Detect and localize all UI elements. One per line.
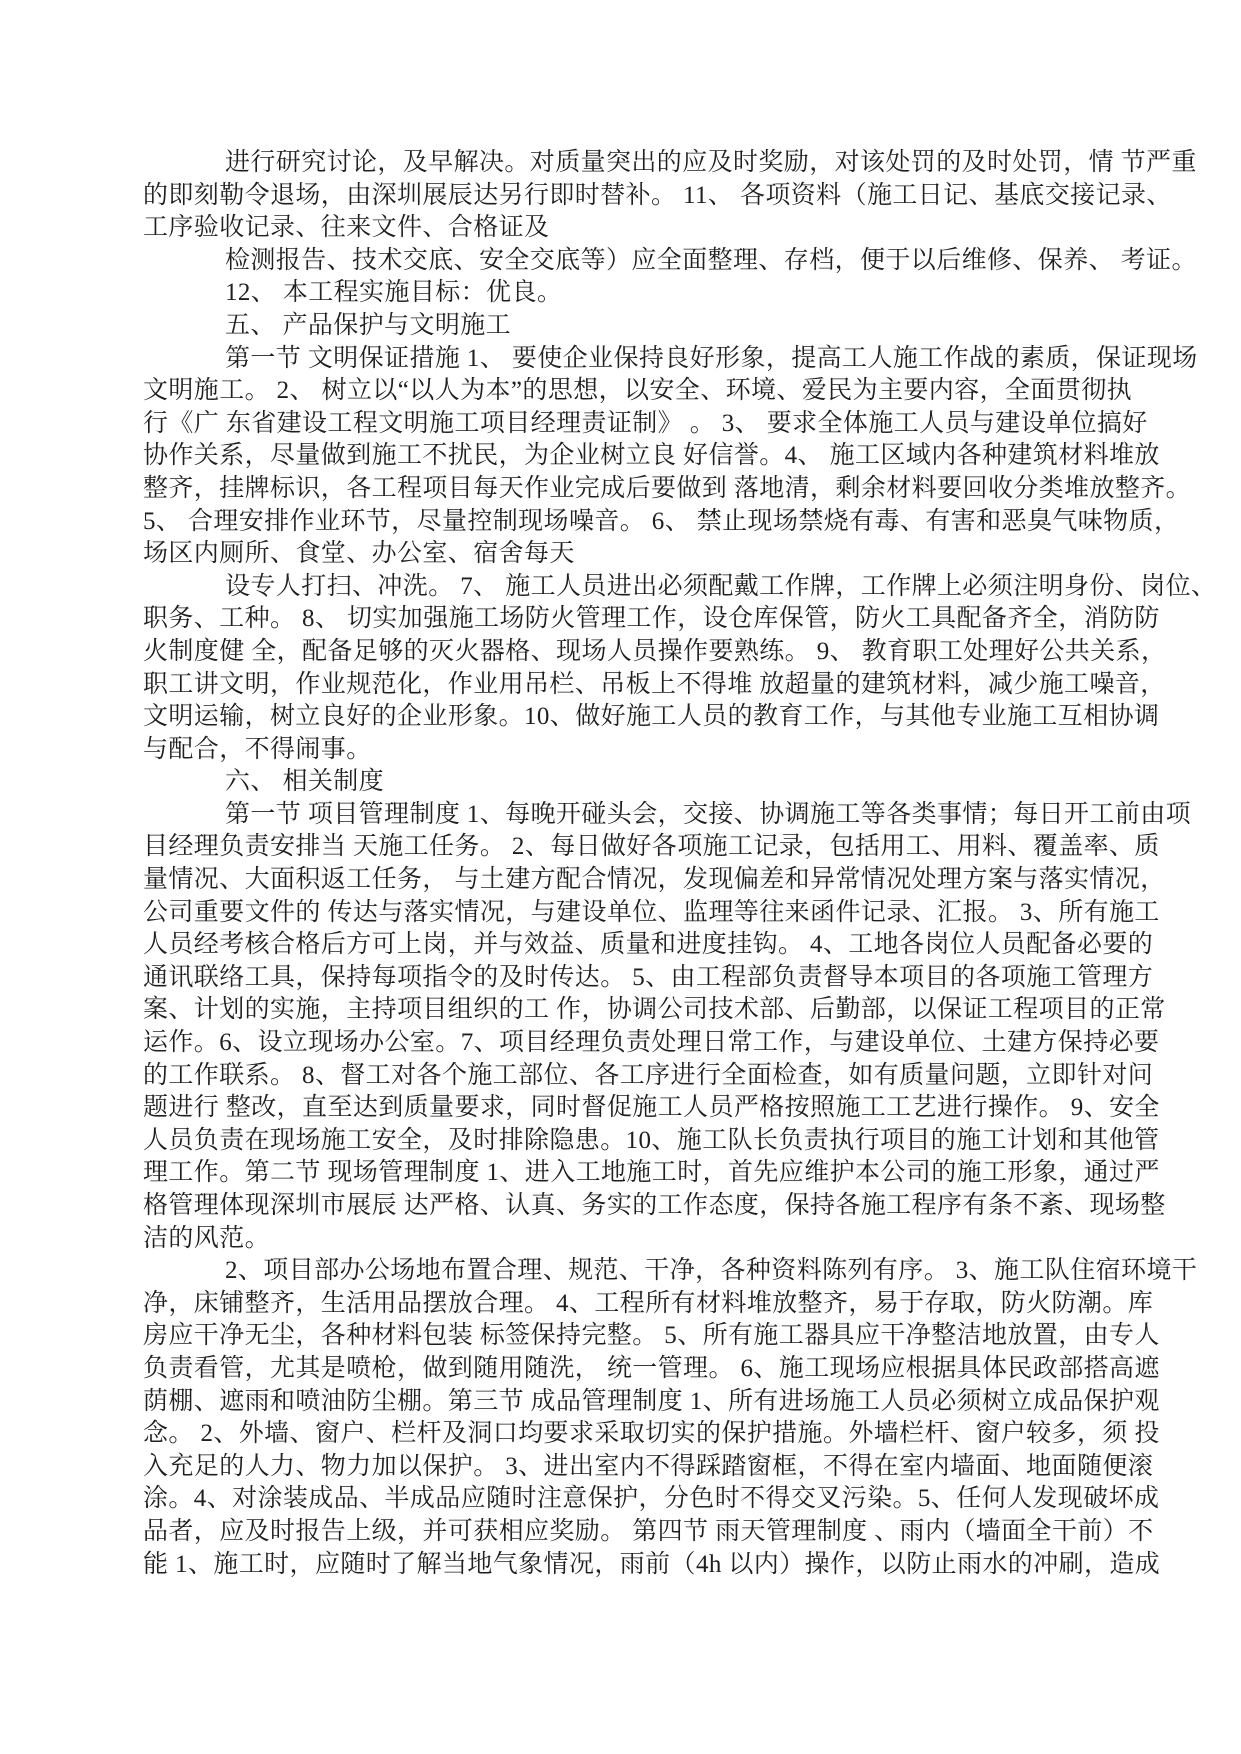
text-line: 设专人打扫、冲洗。 7、 施工人员进出必须配戴工作牌，工作牌上必须注明身份、岗位、: [225, 572, 1217, 600]
text-line: 运作。6、设立现场办公室。7、项目经理负责处理日常工作，与建设单位、土建方保持必要: [143, 1029, 1160, 1057]
text-line: 房应干净无尘，各种材料包装 标签保持完整。 5、所有施工器具应干净整洁地放置，由专人: [143, 1322, 1160, 1350]
text-line: 5、 合理安排作业环节，尽量控制现场噪音。 6、 禁止现场禁烧有毒、有害和恶臭气味物质，: [143, 507, 1180, 535]
text-line: 洁的风范。: [143, 1224, 271, 1252]
text-line: 净，床铺整齐，生活用品摆放合理。 4、工程所有材料堆放整齐，易于存取，防火防潮。库: [143, 1289, 1154, 1317]
text-line: 第一节 文明保证措施 1、 要使企业保持良好形象，提高工人施工作战的素质，保证现场: [225, 344, 1198, 372]
text-line: 文明施工。 2、 树立以“以人为本”的思想，以安全、环境、爱民为主要内容，全面贯彻执: [143, 377, 1132, 405]
text-line: 案、计划的实施，主持项目组织的工 作，协调公司技术部、后勤部，以保证工程项目的正常: [143, 996, 1166, 1024]
text-line: 目经理负责安排当 天施工任务。 2、每日做好各项施工记录，包括用工、用料、覆盖率、质: [143, 833, 1160, 861]
text-line: 与配合，不得闹事。: [143, 735, 372, 763]
text-line: 人员经考核合格后方可上岗，并与效益、质量和进度挂钩。 4、工地各岗位人员配备必要的: [143, 931, 1154, 959]
text-line: 整齐，挂牌标识，各工程项目每天作业完成后要做到 落地清，剩余材料要回收分类堆放整齐。: [143, 474, 1192, 502]
text-line: 荫棚、遮雨和喷油防尘棚。第三节 成品管理制度 1、所有进场施工人员必须树立成品保护观: [143, 1387, 1160, 1415]
text-line: 五、 产品保护与文明施工: [225, 311, 512, 339]
text-line: 场区内厕所、食堂、办公室、宿舍每天: [143, 540, 575, 568]
text-line: 量情况、大面积返工任务， 与土建方配合情况，发现偏差和异常情况处理方案与落实情况，: [143, 866, 1166, 894]
text-line: 念。 2、外墙、窗户、栏杆及洞口均要求采取切实的保护措施。外墙栏杆、窗户较多，须 投: [143, 1420, 1160, 1448]
text-line: 涂。4、对涂装成品、半成品应随时注意保护，分色时不得交叉污染。5、任何人发现破坏成: [143, 1485, 1160, 1513]
text-line: 人员负责在现场施工安全，及时排除隐患。10、施工队长负责执行项目的施工计划和其他管: [143, 1126, 1160, 1154]
text-line: 2、项目部办公场地布置合理、规范、干净，各种资料陈列有序。 3、施工队住宿环境干: [225, 1257, 1198, 1285]
text-line: 行《广 东省建设工程文明施工项目经理责证制》 。 3、 要求全体施工人员与建设单位搞好: [143, 409, 1148, 437]
text-line: 通讯联络工具，保持每项指令的及时传达。 5、由工程部负责督导本项目的各项施工管理方: [143, 963, 1154, 991]
text-line: 职工讲文明，作业规范化，作业用吊栏、吊板上不得堆 放超量的建筑材料，减少施工噪音，: [143, 670, 1166, 698]
text-line: 入充足的人力、物力加以保护。 3、进出室内不得踩踏窗框，不得在室内墙面、地面随便滚: [143, 1452, 1154, 1480]
document-body: [143, 147, 1217, 1581]
text-line: 六、 相关制度: [225, 768, 385, 796]
text-line: 进行研究讨论，及早解决。对质量突出的应及时奖励，对该处罚的及时处罚，情 节严重: [225, 149, 1197, 176]
text-line: 文明运输，树立良好的企业形象。10、做好施工人员的教育工作，与其他专业施工互相协调: [143, 703, 1160, 731]
text-line: 公司重要文件的 传达与落实情况，与建设单位、监理等往来函件记录、汇报。 3、所有施工: [143, 898, 1160, 926]
text-line: 检测报告、技术交底、安全交底等）应全面整理、存档，便于以后维修、保养、 考证。: [225, 246, 1197, 274]
text-line: 火制度健 全，配备足够的灭火器格、现场人员操作要熟练。 9、 教育职工处理好公共关系，: [143, 637, 1167, 665]
text-line: 工序验收记录、往来文件、合格证及: [143, 214, 550, 242]
text-line: 格管理体现深圳市展辰 达严格、认真、务实的工作态度，保持各施工程序有条不紊、现场整: [143, 1192, 1166, 1219]
text-line: 第一节 项目管理制度 1、每晚开碰头会，交接、协调施工等各类事情；每日开工前由项: [225, 800, 1192, 828]
text-line: 理工作。第二节 现场管理制度 1、进入工地施工时，首先应维护本公司的施工形象，通过严: [143, 1159, 1160, 1187]
text-line: 的工作联系。 8、督工对各个施工部位、各工序进行全面检查，如有质量问题，立即针对问: [143, 1061, 1154, 1089]
text-line: 12、 本工程实施目标：优良。: [225, 279, 563, 307]
text-line: 题进行 整改，直至达到质量要求，同时督促施工人员严格按照施工工艺进行操作。 9、安全: [143, 1094, 1160, 1122]
text-line: 的即刻勒令退场，由深圳展辰达另行即时替补。 11、 各项资料（施工日记、基底交接记录、: [143, 181, 1172, 209]
text-line: 负责看管，尤其是喷枪，做到随用随洗， 统一管理。 6、施工现场应根据具体民政部搭高遮: [143, 1354, 1160, 1382]
text-line: 职务、工种。 8、 切实加强施工场防火管理工作，设仓库保管，防火工具配备齐全，消防防: [143, 605, 1160, 633]
text-line: 品者，应及时报告上级，并可获相应奖励。 第四节 雨天管理制度 、雨内（墙面全干前）不: [143, 1517, 1154, 1545]
text-line: 能 1、施工时，应随时了解当地气象情况，雨前（4h 以内）操作，以防止雨水的冲刷，造成: [143, 1550, 1161, 1578]
text-line: 协作关系，尽量做到施工不扰民，为企业树立良 好信誉。4、 施工区域内各种建筑材料堆放: [143, 442, 1160, 470]
